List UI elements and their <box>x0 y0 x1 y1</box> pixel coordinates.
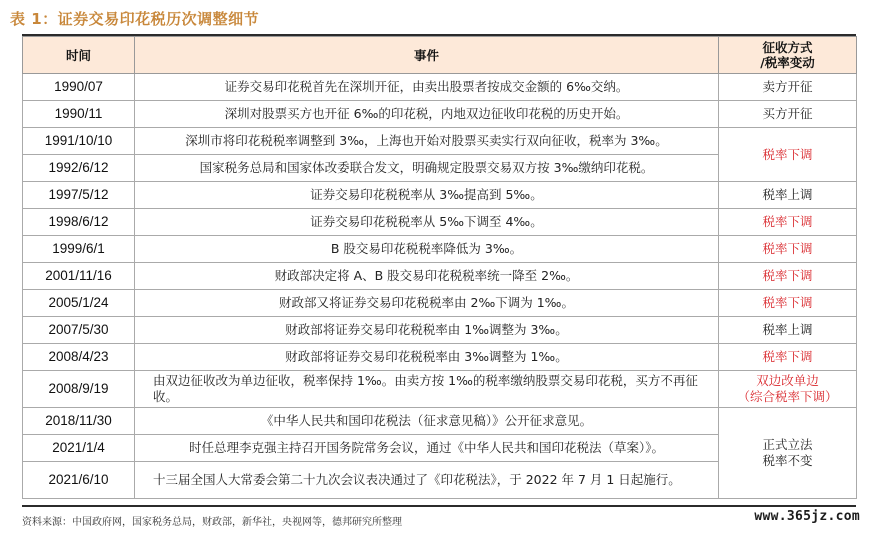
table-row <box>23 128 857 155</box>
row-mode-merged <box>719 408 857 499</box>
row-event: 财政部又将证券交易印花税税率由 2‰下调为 1‰。 <box>135 290 719 317</box>
row-date: 2001/11/16 <box>23 263 135 290</box>
row-event: 证券交易印花税税率从 5‰下调至 4‰。 <box>135 209 719 236</box>
row-event: 由双边征收改为单边征收，税率保持 1‰。由卖方按 1‰的税率缴纳股票交易印花税，买方不再征收。 <box>135 371 719 408</box>
row-date: 2021/6/10 <box>23 462 135 499</box>
row-mode: 税率上调 <box>719 317 857 344</box>
row-event: 财政部将证券交易印花税税率由 3‰调整为 1‰。 <box>135 344 719 371</box>
header-row <box>23 37 857 74</box>
table-row <box>23 209 857 236</box>
table-row <box>23 344 857 371</box>
table-row <box>23 371 857 408</box>
table-row <box>23 408 857 435</box>
header-mode: 征收方式 /税率变动 <box>719 37 857 74</box>
row-date: 2008/4/23 <box>23 344 135 371</box>
row-event: 财政部决定将 A、B 股交易印花税税率统一降至 2‰。 <box>135 263 719 290</box>
row-mode: 卖方开征 <box>719 74 857 101</box>
row-date: 1991/10/10 <box>23 128 135 155</box>
row-mode-merged: 税率下调 <box>719 128 857 182</box>
row-mode-line1: 双边改单边 <box>756 373 819 388</box>
table-row <box>23 263 857 290</box>
header-time: 时间 <box>23 37 135 74</box>
row-mode: 税率下调 <box>719 236 857 263</box>
row-mode: 税率上调 <box>719 182 857 209</box>
row-date: 1990/11 <box>23 101 135 128</box>
table-row <box>23 236 857 263</box>
row-date: 2018/11/30 <box>23 408 135 435</box>
header-event: 事件 <box>135 37 719 74</box>
table-row <box>23 317 857 344</box>
row-event: B 股交易印花税税率降低为 3‰。 <box>135 236 719 263</box>
table-row <box>23 74 857 101</box>
row-date: 2008/9/19 <box>23 371 135 408</box>
row-date: 2007/5/30 <box>23 317 135 344</box>
stamp-tax-table <box>22 36 857 499</box>
table-title: 表 1：证券交易印花税历次调整细节 <box>10 10 260 28</box>
row-mode: 买方开征 <box>719 101 857 128</box>
row-date: 2021/1/4 <box>23 435 135 462</box>
row-mode: 税率下调 <box>719 290 857 317</box>
row-event: 十三届全国人大常委会第二十九次会议表决通过了《印花税法》，于 2022 年 7 月 1 日起施行。 <box>135 462 719 499</box>
row-mode: 税率下调 <box>719 263 857 290</box>
row-mode-line2: 税率不变 <box>762 453 813 468</box>
row-mode-line2: （综合税率下调） <box>737 389 838 404</box>
row-mode: 税率下调 <box>719 209 857 236</box>
bottom-rule <box>22 505 856 507</box>
row-event: 深圳对股票买方也开征 6‰的印花税，内地双边征收印花税的历史开始。 <box>135 101 719 128</box>
row-event: 时任总理李克强主持召开国务院常务会议，通过《中华人民共和国印花税法（草案）》。 <box>135 435 719 462</box>
row-event: 证券交易印花税税率从 3‰提高到 5‰。 <box>135 182 719 209</box>
row-date: 2005/1/24 <box>23 290 135 317</box>
table-row <box>23 101 857 128</box>
row-date: 1998/6/12 <box>23 209 135 236</box>
row-mode <box>719 371 857 408</box>
row-event: 《中华人民共和国印花税法（征求意见稿）》公开征求意见。 <box>135 408 719 435</box>
row-event: 深圳市将印花税税率调整到 3‰，上海也开始对股票买卖实行双向征收，税率为 3‰。 <box>135 128 719 155</box>
row-date: 1992/6/12 <box>23 155 135 182</box>
row-event: 证券交易印花税首先在深圳开征，由卖出股票者按成交金额的 6‰交纳。 <box>135 74 719 101</box>
row-mode: 税率下调 <box>719 344 857 371</box>
row-event: 国家税务总局和国家体改委联合发文，明确规定股票交易双方按 3‰缴纳印花税。 <box>135 155 719 182</box>
row-mode-line1: 正式立法 <box>762 437 813 452</box>
row-date: 1999/6/1 <box>23 236 135 263</box>
table-row <box>23 290 857 317</box>
row-event: 财政部将证券交易印花税税率由 1‰调整为 3‰。 <box>135 317 719 344</box>
watermark: www.365jz.com <box>754 509 860 524</box>
row-date: 1997/5/12 <box>23 182 135 209</box>
table-row <box>23 182 857 209</box>
row-date: 1990/07 <box>23 74 135 101</box>
source-note: 资料来源：中国政府网，国家税务总局，财政部，新华社，央视网等，德邦研究所整理 <box>22 517 402 528</box>
